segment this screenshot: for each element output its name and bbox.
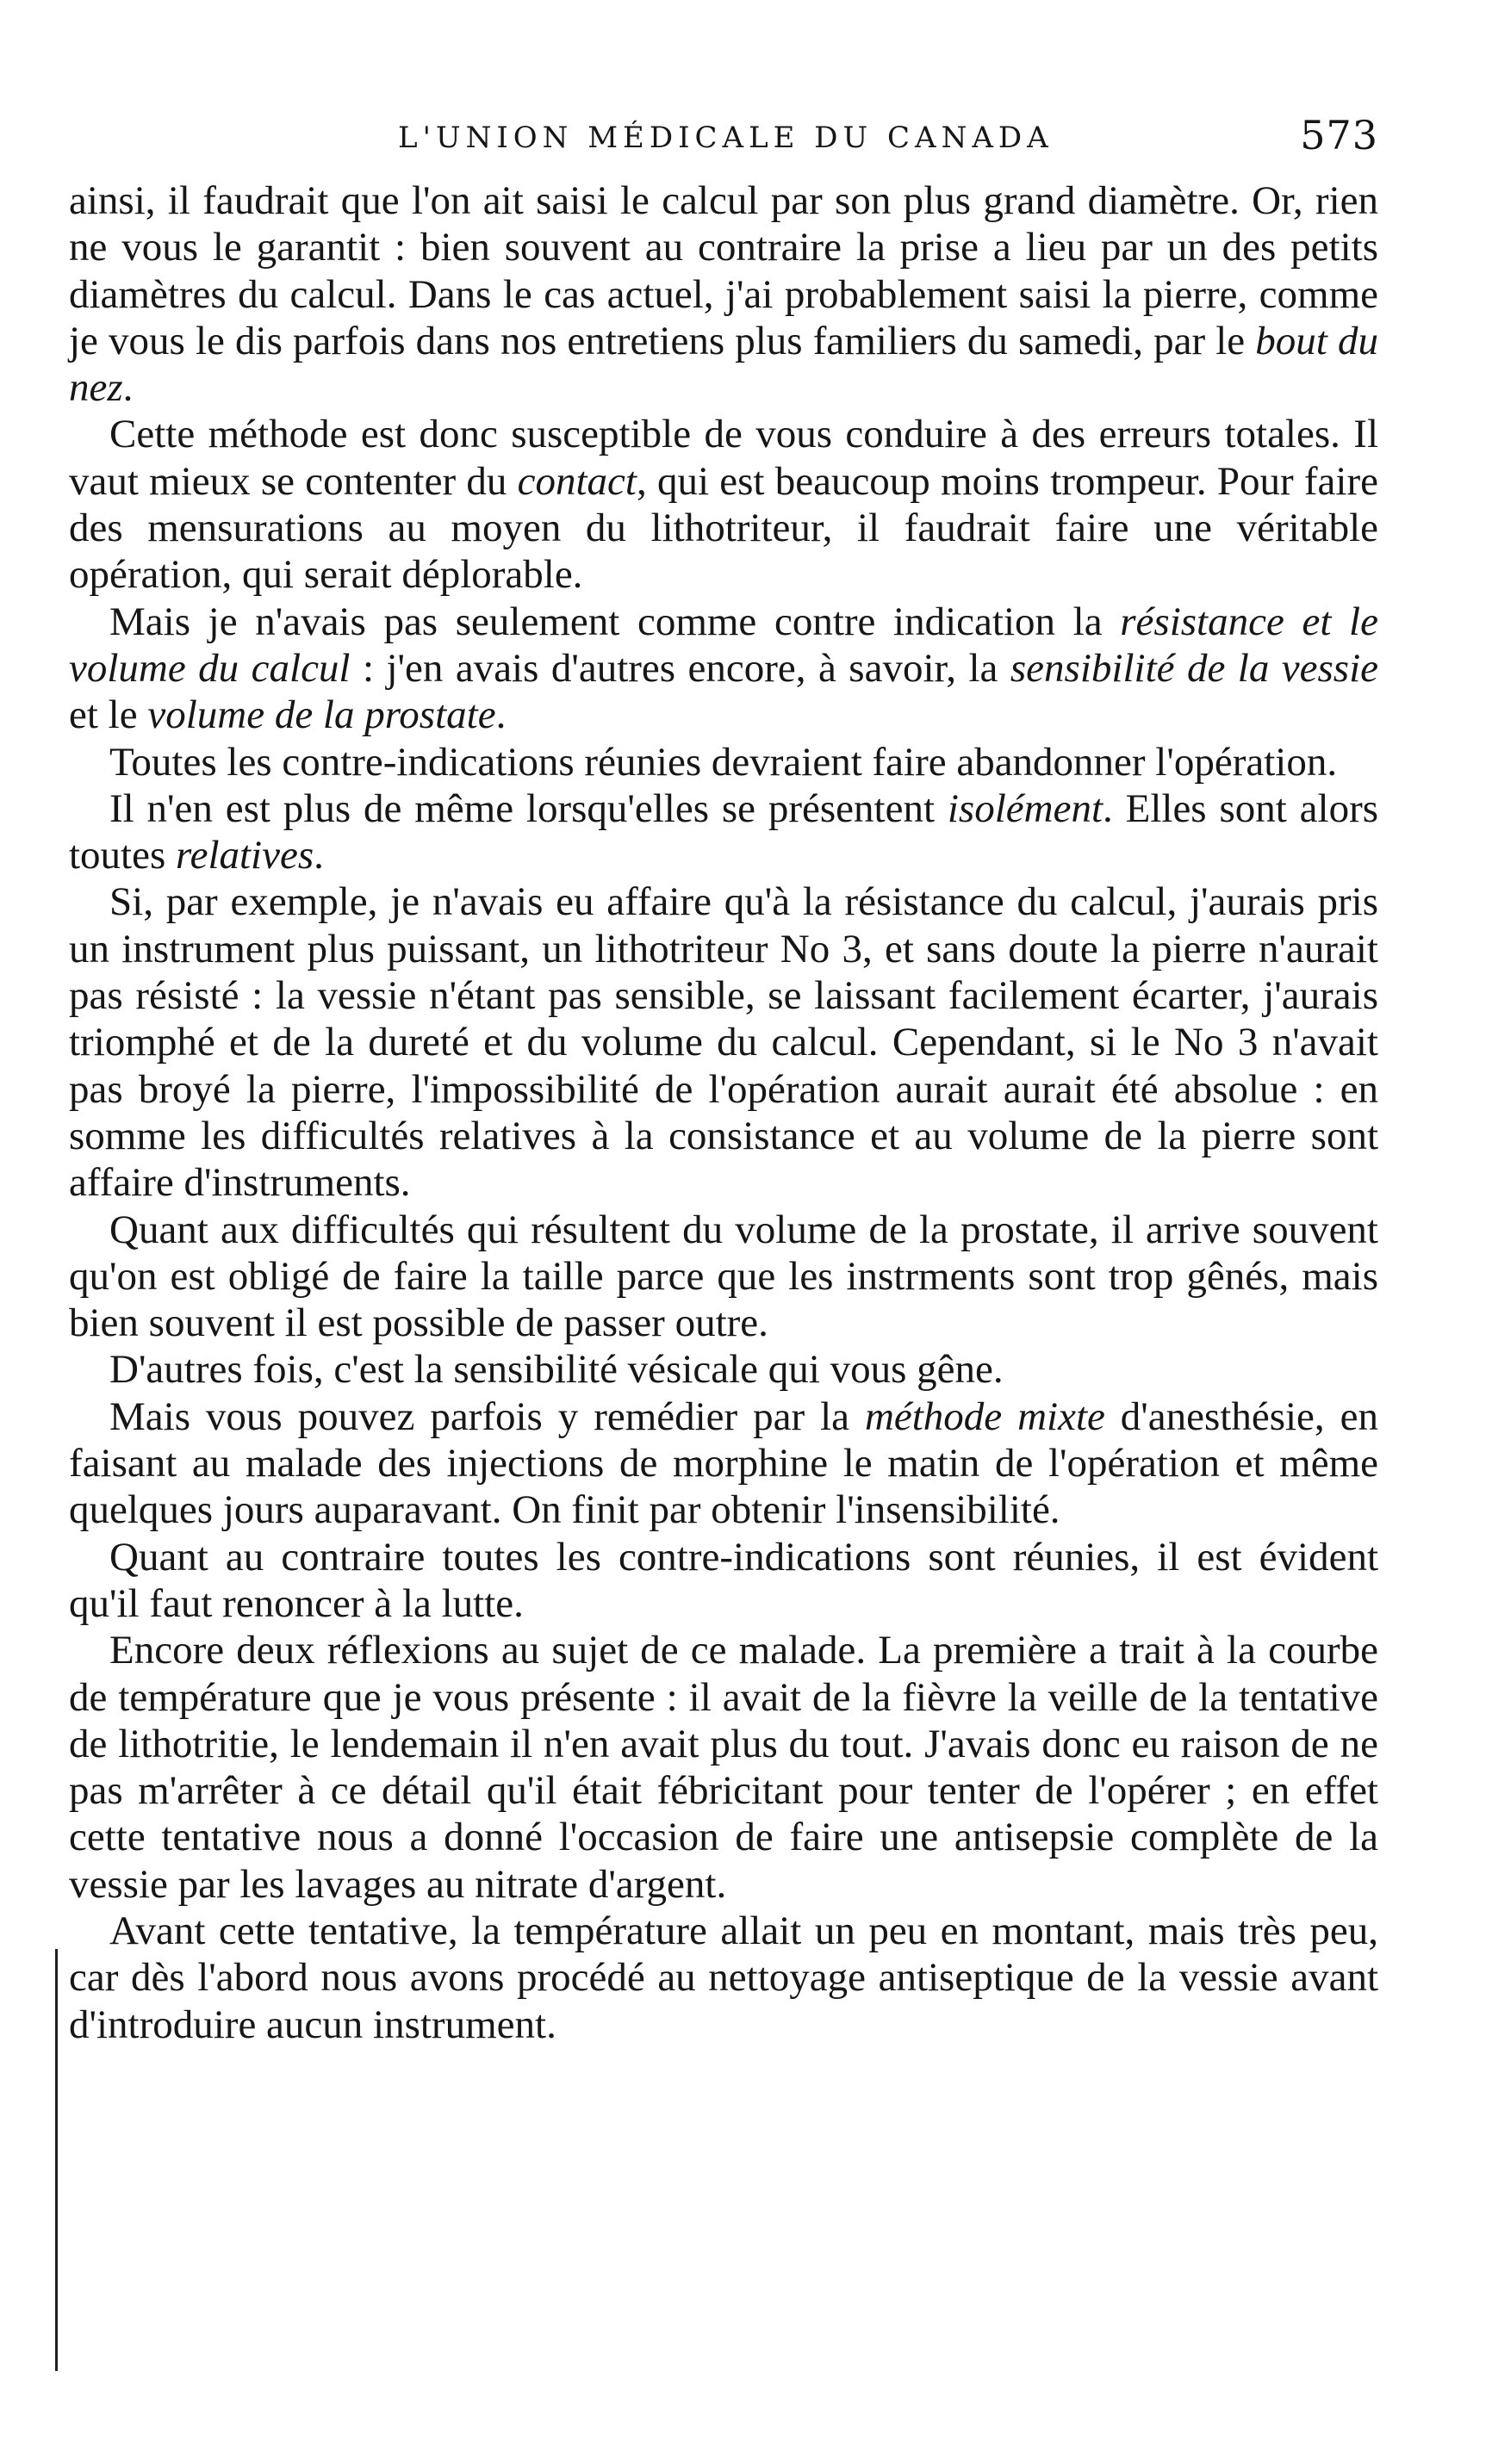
page-number: 573 bbox=[1300, 112, 1378, 158]
text-segment: . bbox=[495, 692, 507, 738]
text-segment: Quant au contraire toutes les contre-indications sont réunies, il est évident qu'il faut renoncer à la lutte. bbox=[69, 1534, 1378, 1626]
text-segment: D'autres fois, c'est la sensibilité vésicale qui vous gêne. bbox=[109, 1347, 1004, 1393]
document-page bbox=[69, 112, 1378, 2048]
text-segment: Mais vous pouvez parfois y remédier par la bbox=[109, 1393, 865, 1439]
text-segment: : j'en avais d'autres encore, à savoir, la bbox=[350, 645, 1010, 691]
paragraph bbox=[69, 1627, 1378, 1908]
page-header bbox=[69, 112, 1378, 172]
paragraph bbox=[69, 599, 1378, 739]
text-segment: d'anesthésie, en faisant au malade des injections de morphine le matin de l'opération et même quelques jours auparavant. On finit par obtenir l'insensibilité. bbox=[69, 1393, 1378, 1533]
italic-text: bout du nez bbox=[69, 318, 1378, 411]
text-segment: . bbox=[122, 365, 134, 411]
text-segment: ainsi, il faudrait que l'on ait saisi le calcul par son plus grand diamètre. Or, rien ne vous le garantit : bien souvent au contraire la prise a lieu par un des petits diamètres du calcul. Dans le cas actuel, j'ai probablement saisi la pierre, comme je vous le dis parfois dans nos entretiens plus familiers du samedi, par le bbox=[69, 178, 1378, 363]
text-segment: et le bbox=[69, 692, 148, 738]
text-segment: Encore deux réflexions au sujet de ce malade. La première a trait à la courbe de température que je vous présente : il avait de la fièvre la veille de la tentative de lithotritie, le lendemain il n'en avait plus du tout. J'avais donc eu raison de ne pas m'arrêter à ce détail qu'il était fébricitant pour tenter de l'opérer ; en effet cette tentative nous a donné l'occasion de faire une antisepsie complète de la vessie par les lavages au nitrate d'argent. bbox=[69, 1628, 1378, 1907]
text-segment: . Elles sont alors toutes bbox=[69, 785, 1379, 878]
paragraph bbox=[69, 1393, 1378, 1534]
text-segment: Cette méthode est donc susceptible de vous conduire à des erreurs totales. Il vaut mieux se contenter du bbox=[69, 412, 1378, 504]
text-segment: Quant aux difficultés qui résultent du volume de la prostate, il arrive souvent qu'on est obligé de faire la taille parce que les instrments sont trop gênés, mais bien souvent il est possible de passer outre. bbox=[69, 1207, 1378, 1346]
text-segment: Si, par exemple, je n'avais eu affaire qu'à la résistance du calcul, j'aurais pris un instrument plus puissant, un lithotriteur No 3, et sans doute la pierre n'aurait pas résisté : la vessie n'étant pas sensible, se laissant facilement écarter, j'aurais triomphé et de la dureté et du volume du calcul. Cependant, si le No 3 n'avait pas broyé la pierre, l'impossibilité de l'opération aurait aurait été absolue : en somme les difficultés relatives à la consistance et au volume de la pierre sont affaire d'instruments. bbox=[69, 879, 1378, 1206]
italic-text: volume de la prostate bbox=[147, 692, 496, 738]
italic-text: sensibilité de la vessie bbox=[1010, 645, 1379, 691]
text-segment: , qui est beaucoup moins trompeur. Pour faire des mensurations au moyen du lithotriteur, il faudrait faire une véritable opération, qui serait déplorable. bbox=[69, 458, 1378, 598]
text-segment: Mais je n'avais pas seulement comme contre indication la bbox=[109, 599, 1121, 644]
paragraph bbox=[69, 739, 1378, 785]
paragraph bbox=[69, 1207, 1378, 1347]
text-segment: Avant cette tentative, la température allait un peu en montant, mais très peu, car dès l'abord nous avons procédé au nettoyage antiseptique de la vessie avant d'introduire aucun instrument. bbox=[69, 1908, 1378, 2047]
text-segment: . bbox=[314, 833, 324, 878]
text-segment: Il n'en est plus de même lorsqu'elles se présentent bbox=[109, 785, 948, 831]
body-text bbox=[69, 177, 1378, 2048]
italic-text: relatives bbox=[176, 833, 314, 878]
margin-rule bbox=[55, 1949, 58, 2371]
text-segment: Toutes les contre-indications réunies devraient faire abandonner l'opération. bbox=[109, 739, 1338, 785]
paragraph bbox=[69, 785, 1378, 879]
italic-text: méthode mixte bbox=[864, 1393, 1105, 1439]
italic-text: contact bbox=[517, 458, 637, 504]
paragraph bbox=[69, 411, 1378, 598]
italic-text: résistance et le volume du calcul bbox=[69, 599, 1378, 691]
paragraph bbox=[69, 1534, 1378, 1628]
paragraph bbox=[69, 878, 1378, 1206]
italic-text: isolément bbox=[947, 785, 1103, 831]
paragraph bbox=[69, 1908, 1378, 2048]
running-title: L'UNION MÉDICALE DU CANADA bbox=[398, 121, 1054, 155]
paragraph bbox=[69, 177, 1378, 411]
paragraph bbox=[69, 1346, 1378, 1393]
